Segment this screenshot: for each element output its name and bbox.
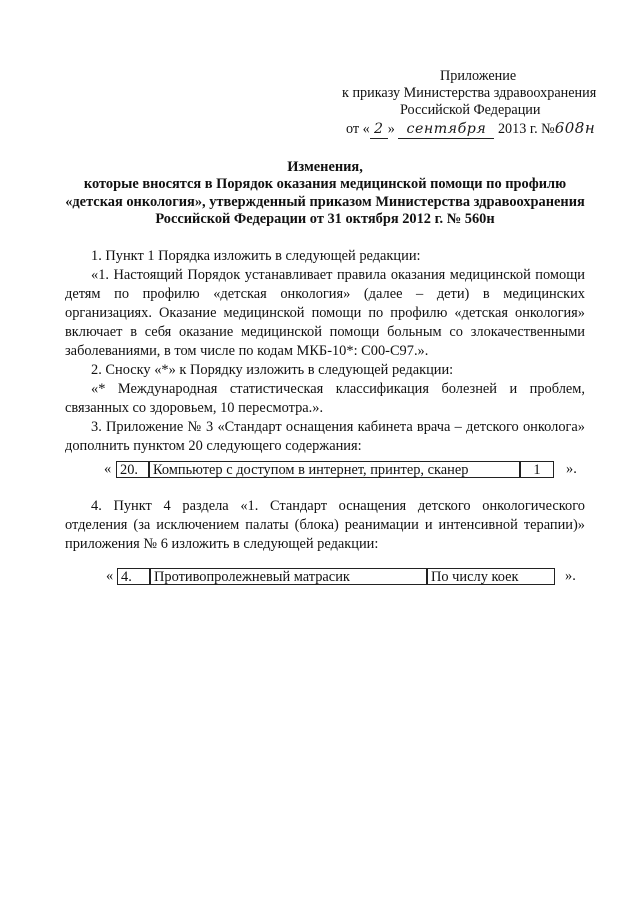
table1-close-quote: ». (566, 461, 577, 477)
table1-name-cell: Компьютер с доступом в интернет, принтер, сканер (149, 461, 520, 478)
table2-close-quote: ». (565, 568, 576, 584)
document-title (60, 159, 590, 229)
table1-qty-cell: 1 (520, 461, 554, 478)
table2-qty-cell: По числу коек (427, 568, 555, 585)
title-line-2: которые вносятся в Порядок оказания медицинской помощи по профилю (83, 176, 567, 193)
item-1: 1. Пункт 1 Порядка изложить в следующей редакции: (91, 248, 421, 264)
item-3: 3. Приложение № 3 «Стандарт оснащения кабинета врача – детского онколога» дополнить пунктом 20 следующего содержания: (65, 419, 585, 454)
item-2-text: «* Международная статистическая классификация болезней и проблем, связанных со здоровьем, 10 пересмотра.». (65, 381, 585, 416)
item-2: 2. Сноску «*» к Порядку изложить в следующей редакции: (91, 362, 454, 378)
date-year: 2013 г. № (497, 121, 555, 137)
table2-name-cell: Противопролежневый матрасик (150, 568, 427, 585)
date-day: 2 (370, 122, 388, 139)
date-month: сентября (398, 122, 494, 139)
title-line-1: Изменения, (287, 159, 363, 175)
date-prefix: от « (346, 121, 370, 137)
item-1-text: «1. Настоящий Порядок устанавливает правила оказания медицинской помощи детям по профилю «детская онкология» (далее – дети) в медицинских организациях. Оказание медицинской помощи по профилю «детская онкология» включает в себя оказание медицинской помощи больным со злокачественными заболеваниями, в том числе по кодам МКБ-10*: С00-С97.». (65, 267, 585, 359)
title-line-3: «детская онкология», утвержденный приказом Министерства здравоохранения (65, 193, 585, 210)
title-line-4: Российской Федерации от 31 октября 2012 г. № 560н (155, 211, 495, 228)
amendments-body (65, 247, 585, 456)
table2-num-cell: 4. (117, 568, 150, 585)
annex-date-line (346, 120, 595, 139)
table2-open-quote: « (106, 568, 114, 584)
annex-ministry: Российской Федерации (400, 102, 541, 118)
amendments-body-2 (65, 497, 585, 554)
table1-num-cell: 20. (116, 461, 149, 478)
annex-label: Приложение (440, 68, 517, 84)
order-number: 608н (554, 119, 596, 137)
date-mid: » (387, 121, 395, 137)
annex-order-ref: к приказу Министерства здравоохранения (342, 85, 597, 101)
table1-open-quote: « (104, 461, 112, 477)
item-4: 4. Пункт 4 раздела «1. Стандарт оснащения детского онкологического отделения (за исключением палаты (блока) реанимации и интенсивной терапии)» приложения № 6 изложить в следующей редакции: (65, 498, 585, 552)
